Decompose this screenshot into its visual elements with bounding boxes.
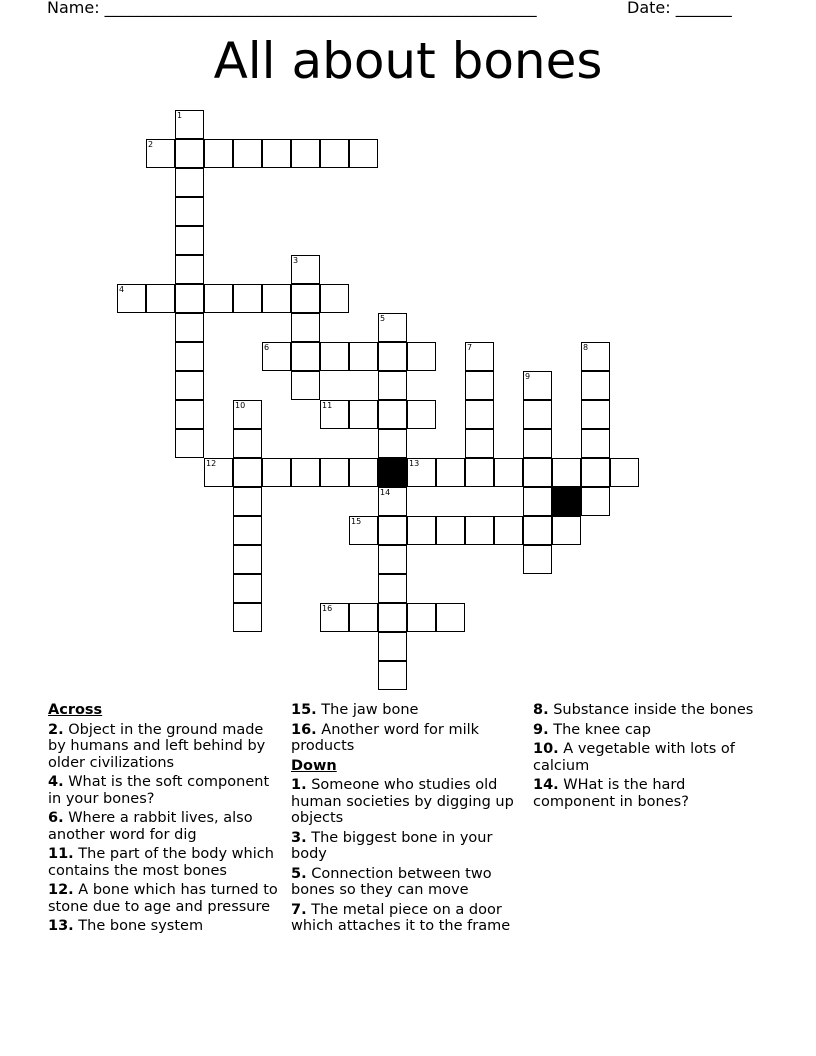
grid-cell[interactable] <box>175 284 204 313</box>
clue-number-label: 5 <box>380 314 386 323</box>
grid-cell[interactable] <box>378 429 407 458</box>
grid-cell[interactable] <box>581 400 610 429</box>
down-heading: Down <box>291 757 337 774</box>
grid-cell[interactable] <box>378 342 407 371</box>
clue-text: The knee cap <box>553 721 651 738</box>
grid-cell[interactable] <box>494 458 523 487</box>
clue-number-label: 7 <box>467 343 473 352</box>
clue-down-1 <box>291 777 521 827</box>
grid-cell[interactable] <box>291 371 320 400</box>
grid-cell[interactable] <box>378 516 407 545</box>
grid-cell[interactable] <box>523 429 552 458</box>
grid-cell[interactable] <box>436 458 465 487</box>
grid-cell[interactable] <box>320 342 349 371</box>
clue-down-14 <box>533 777 758 810</box>
grid-cell[interactable] <box>233 284 262 313</box>
grid-cell[interactable] <box>407 342 436 371</box>
grid-cell[interactable] <box>465 371 494 400</box>
clue-text: Someone who studies old human societies by digging up objects <box>291 777 514 826</box>
grid-cell[interactable] <box>349 139 378 168</box>
clue-number-label: 12 <box>206 459 217 468</box>
grid-cell[interactable] <box>233 139 262 168</box>
clue-number: 14. <box>533 777 559 793</box>
grid-cell[interactable] <box>407 603 436 632</box>
clue-number-label: 14 <box>380 488 391 497</box>
grid-cell[interactable] <box>233 429 262 458</box>
grid-cell[interactable] <box>465 458 494 487</box>
date-field-label: Date: _______ <box>627 0 732 17</box>
clue-text: The jaw bone <box>321 702 419 718</box>
clue-text: A vegetable with lots of calcium <box>533 741 735 774</box>
grid-cell[interactable] <box>233 516 262 545</box>
clue-number: 16. <box>291 721 317 738</box>
grid-cell[interactable] <box>552 516 581 545</box>
clue-text: The biggest bone in your body <box>291 829 493 862</box>
grid-cell[interactable] <box>175 313 204 342</box>
page-title: All about bones <box>213 32 603 90</box>
clue-number: 11. <box>48 846 74 862</box>
grid-cell[interactable] <box>349 342 378 371</box>
clue-number-label: 11 <box>322 401 333 410</box>
grid-cell[interactable] <box>262 458 291 487</box>
grid-cell[interactable] <box>175 371 204 400</box>
clue-across-15 <box>291 702 521 719</box>
grid-cell[interactable] <box>320 284 349 313</box>
clue-number-label: 16 <box>322 604 333 613</box>
clue-number: 15. <box>291 702 317 718</box>
name-field-label: Name: ______________________________________________________ <box>47 0 537 17</box>
grid-cell[interactable] <box>175 342 204 371</box>
grid-cell[interactable] <box>204 284 233 313</box>
grid-block-cell <box>378 458 407 487</box>
clue-number: 3. <box>291 829 307 846</box>
grid-cell[interactable] <box>291 458 320 487</box>
clue-down-7 <box>291 902 521 935</box>
clue-down-8 <box>533 702 758 719</box>
grid-cell[interactable] <box>378 574 407 603</box>
clue-number-label: 3 <box>293 256 299 265</box>
grid-cell[interactable] <box>291 342 320 371</box>
clue-text: WHat is the hard component in bones? <box>533 777 689 810</box>
grid-cell[interactable] <box>378 632 407 661</box>
across-heading: Across <box>48 702 103 718</box>
grid-cell[interactable] <box>175 400 204 429</box>
grid-cell[interactable] <box>436 516 465 545</box>
grid-cell[interactable] <box>204 139 233 168</box>
grid-cell[interactable] <box>523 516 552 545</box>
grid-cell[interactable] <box>146 284 175 313</box>
grid-cell[interactable] <box>349 458 378 487</box>
grid-cell[interactable] <box>233 487 262 516</box>
clue-text: Where a rabbit lives, also another word for dig <box>48 810 253 843</box>
grid-cell[interactable] <box>175 255 204 284</box>
grid-cell[interactable] <box>291 139 320 168</box>
clue-text: Connection between two bones so they can move <box>291 865 492 898</box>
clue-number: 12. <box>48 882 74 898</box>
clue-column-3 <box>533 702 758 813</box>
clue-number: 7. <box>291 901 307 918</box>
clue-number: 13. <box>48 918 74 934</box>
grid-cell[interactable] <box>233 545 262 574</box>
clue-number-label: 6 <box>264 343 270 352</box>
grid-cell[interactable] <box>581 371 610 400</box>
grid-cell[interactable] <box>378 603 407 632</box>
grid-cell[interactable] <box>291 284 320 313</box>
grid-cell[interactable] <box>523 487 552 516</box>
grid-cell[interactable] <box>581 458 610 487</box>
grid-cell[interactable] <box>233 603 262 632</box>
clue-number-label: 15 <box>351 517 362 526</box>
grid-cell[interactable] <box>523 400 552 429</box>
clue-text: The part of the body which contains the most bones <box>48 846 274 879</box>
clue-number: 10. <box>533 741 559 757</box>
grid-cell[interactable] <box>175 226 204 255</box>
grid-cell[interactable] <box>262 284 291 313</box>
clue-number: 6. <box>48 810 64 826</box>
grid-cell[interactable] <box>465 516 494 545</box>
clue-number: 8. <box>533 702 549 718</box>
grid-cell[interactable] <box>378 400 407 429</box>
grid-cell[interactable] <box>233 458 262 487</box>
clue-text: Object in the ground made by humans and left behind by older civilizations <box>48 721 266 771</box>
clue-number-label: 10 <box>235 401 246 410</box>
grid-cell[interactable] <box>349 400 378 429</box>
grid-cell[interactable] <box>378 661 407 690</box>
clue-across-6 <box>48 810 284 843</box>
clue-down-9 <box>533 722 758 739</box>
grid-cell[interactable] <box>320 458 349 487</box>
clue-across-2 <box>48 722 284 772</box>
grid-cell[interactable] <box>378 371 407 400</box>
grid-cell[interactable] <box>262 139 291 168</box>
grid-cell[interactable] <box>175 429 204 458</box>
clue-column-1 <box>48 702 284 938</box>
clue-number-label: 13 <box>409 459 420 468</box>
grid-cell[interactable] <box>291 313 320 342</box>
grid-cell[interactable] <box>175 168 204 197</box>
clue-across-13 <box>48 918 284 935</box>
grid-cell[interactable] <box>407 400 436 429</box>
grid-cell[interactable] <box>581 487 610 516</box>
clue-number: 1. <box>291 777 307 793</box>
clue-number: 5. <box>291 865 307 882</box>
grid-cell[interactable] <box>523 545 552 574</box>
clue-across-4 <box>48 774 284 807</box>
clue-across-16 <box>291 722 521 755</box>
clue-number-label: 1 <box>177 111 183 120</box>
grid-cell[interactable] <box>349 603 378 632</box>
clue-text: What is the soft component in your bones? <box>48 774 270 807</box>
clue-number-label: 2 <box>148 140 154 149</box>
clue-number-label: 8 <box>583 343 589 352</box>
clue-across-11 <box>48 846 284 879</box>
clue-number-label: 4 <box>119 285 125 294</box>
clue-text: The bone system <box>78 918 204 934</box>
clue-number: 4. <box>48 774 64 790</box>
grid-cell[interactable] <box>320 139 349 168</box>
clue-text: Another word for milk products <box>291 721 480 754</box>
grid-cell[interactable] <box>494 516 523 545</box>
clue-text: The metal piece on a door which attaches it to the frame <box>291 901 511 934</box>
clue-number-label: 9 <box>525 372 531 381</box>
clue-down-3 <box>291 830 521 863</box>
grid-cell[interactable] <box>436 603 465 632</box>
grid-cell[interactable] <box>407 516 436 545</box>
clue-text: A bone which has turned to stone due to age and pressure <box>48 882 278 915</box>
grid-cell[interactable] <box>523 458 552 487</box>
grid-cell[interactable] <box>175 197 204 226</box>
grid-block-cell <box>552 487 581 516</box>
grid-cell[interactable] <box>552 458 581 487</box>
grid-cell[interactable] <box>581 429 610 458</box>
clue-text: Substance inside the bones <box>553 702 754 718</box>
clue-down-10 <box>533 741 758 774</box>
clue-column-2 <box>291 702 521 938</box>
clue-across-12 <box>48 882 284 915</box>
grid-cell[interactable] <box>175 139 204 168</box>
clue-down-5 <box>291 866 521 899</box>
grid-cell[interactable] <box>610 458 639 487</box>
grid-cell[interactable] <box>233 574 262 603</box>
grid-cell[interactable] <box>465 429 494 458</box>
grid-cell[interactable] <box>465 400 494 429</box>
clue-number: 9. <box>533 721 549 738</box>
grid-cell[interactable] <box>378 545 407 574</box>
clue-number: 2. <box>48 721 64 738</box>
